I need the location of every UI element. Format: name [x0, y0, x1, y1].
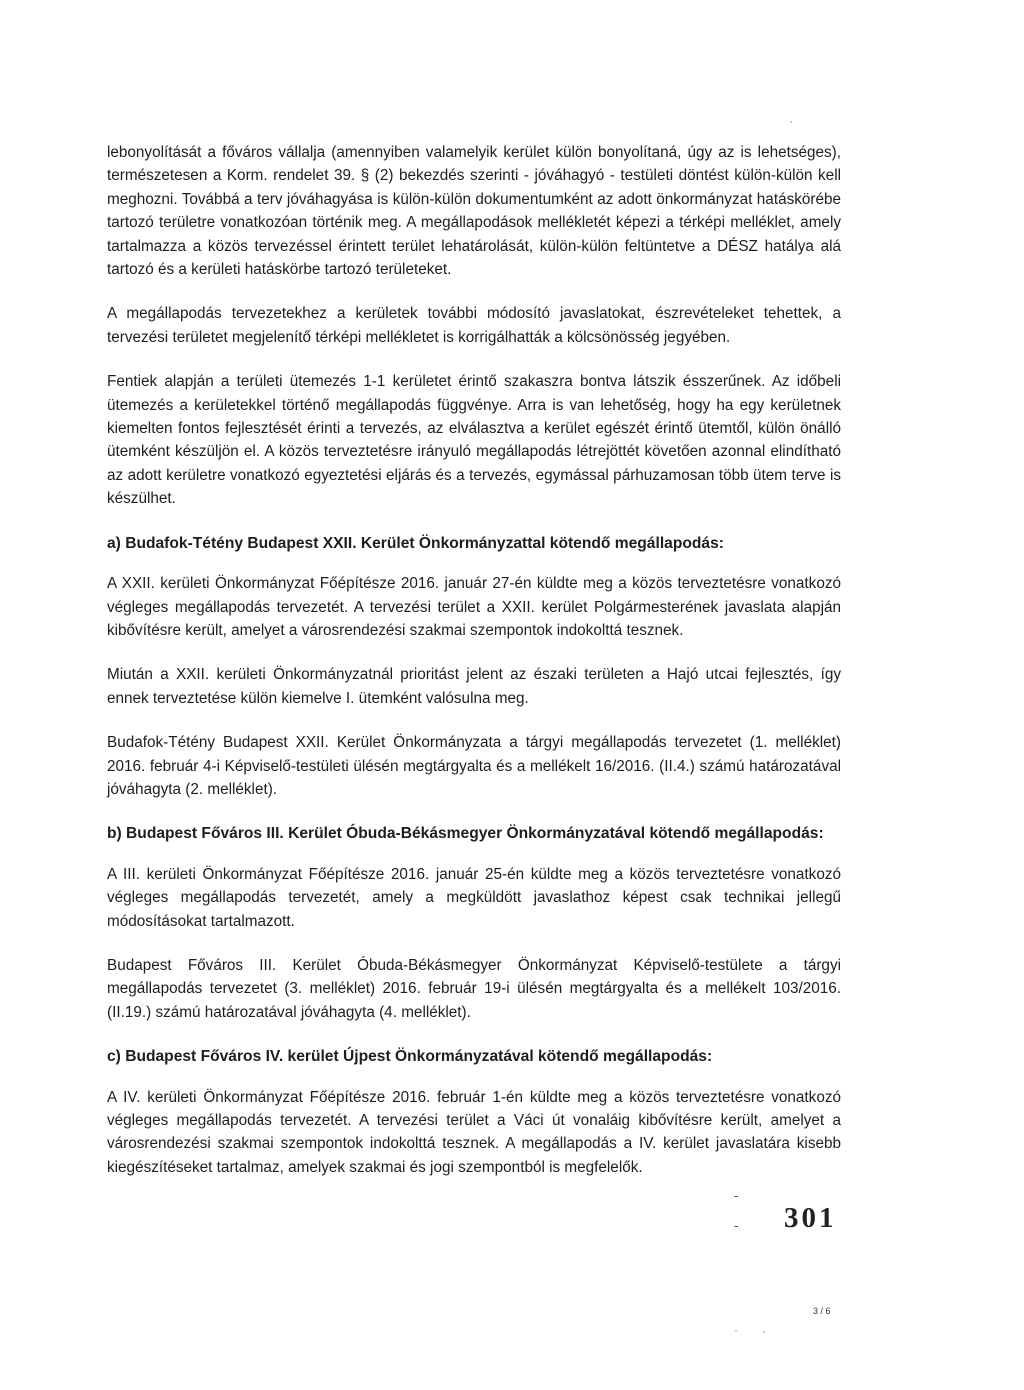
scan-speck — [735, 1330, 737, 1332]
paragraph: A megállapodás tervezetekhez a kerületek további módosító javaslatokat, észrevételeket tehettek, a tervezési területet megjelenítő térképi mellékletet is korrigálhatták a kölcsönösség jegyében. — [107, 305, 841, 346]
scan-speck — [763, 1331, 765, 1333]
document-body — [107, 141, 841, 1179]
scan-speck — [790, 121, 792, 123]
paragraph: Fentiek alapján a területi ütemezés 1-1 kerületet érintő szakaszra bontva látszik ésszerűnek. Az időbeli ütemezés a kerületekkel történő megállapodás függvénye. Arra is van lehetőség, hogy ha egy kerületnek kiemelten fontos fejlesztését érinti a tervezés, az elválasztva a kerület egészét érintő ütemtől, külön önálló ütemként készüljön el. A közös terveztetésre irányuló megállapodás létrejöttét követően azonnal elindítható az adott kerületre vonatkozó egyeztetési eljárás és a tervezés, egymással párhuzamosan több ütem terve is készülhet. — [107, 373, 841, 508]
paragraph: A III. kerületi Önkormányzat Főépítésze 2016. január 25-én küldte meg a közös terveztetésre vonatkozó végleges megállapodás tervezetét, amely a megküldött javaslathoz képest csak technikai jellegű módosításokat tartalmazott. — [107, 865, 841, 930]
section-heading-c: c) Budapest Főváros IV. kerület Újpest Önkormányzatával kötendő megállapodás: — [107, 1048, 713, 1066]
mark-dash: - — [734, 1188, 739, 1203]
paragraph: Miután a XXII. kerületi Önkormányzatnál prioritást jelent az északi területen a Hajó utcai fejlesztés, így ennek terveztetése külön kiemelve I. ütemként valósulna meg. — [107, 666, 841, 707]
section-heading-b: b) Budapest Főváros III. Kerület Óbuda-Békásmegyer Önkormányzatával kötendő megállapodás: — [107, 825, 824, 843]
paragraph: A IV. kerületi Önkormányzat Főépítésze 2016. február 1-én küldte meg a közös terveztetésre vonatkozó végleges megállapodás tervezetét. A tervezési terület a Váci út vonaláig kibővítésre került, amelyet a városrendezési szakmai szempontok indokolttá tesznek. A megállapodás a IV. kerület javaslatára kisebb kiegészítéseket tartalmaz, amelyek szakmai és jogi szempontból is megfelelők. — [107, 1088, 841, 1176]
paragraph: A XXII. kerületi Önkormányzat Főépítésze 2016. január 27-én küldte meg a közös terveztetésre vonatkozó végleges megállapodás tervezetét. A tervezési terület a XXII. kerület Polgármesterének javaslata alapján kibővítésre került, amelyet a városrendezési szakmai szempontok indokolttá tesznek. — [107, 575, 841, 639]
paragraph: lebonyolítását a főváros vállalja (amennyiben valamelyik kerület külön bonyolítaná, úgy az is lehetséges), természetesen a Korm. rendelet 39. § (2) bekezdés szerinti - jóváhagyó - testületi döntést külön-külön kell meghozni. Továbbá a terv jóváhagyása is külön-külön dokumentumként az adott önkormányzat hatáskörébe tartozó területre vonatkozóan történik meg. A megállapodások mellékletét képezi a térképi melléklet, amely tartalmazza a közös tervezéssel érintett terület lehatárolását, külön-külön feltüntetve a DÉSZ hatálya alá tartozó és a kerületi hatáskörbe tartozó területeket. — [107, 144, 841, 279]
paragraph: Budafok-Tétény Budapest XXII. Kerület Önkormányzata a tárgyi megállapodás tervezetet (1. melléklet) 2016. február 4-i Képviselő-testületi ülésén megtárgyalta és a mellékelt 16/2016. (II.4.) számú határozatával jóváhagyta (2. melléklet). — [107, 734, 841, 798]
page-number: 3 / 6 — [813, 1306, 831, 1316]
paragraph: Budapest Főváros III. Kerület Óbuda-Békásmegyer Önkormányzat Képviselő-testülete a tárgyi megállapodás tervezetet (3. melléklet) 2016. február 19-i ülésén megtárgyalta és a mellékelt 103/2016. (II.19.) számú határozatával jóváhagyta (4. melléklet). — [107, 956, 841, 1021]
mark-dash: - — [734, 1218, 739, 1233]
page-stamp-number: 301 — [784, 1202, 837, 1234]
section-heading-a: a) Budafok-Tétény Budapest XXII. Kerület Önkormányzattal kötendő megállapodás: — [107, 534, 724, 552]
